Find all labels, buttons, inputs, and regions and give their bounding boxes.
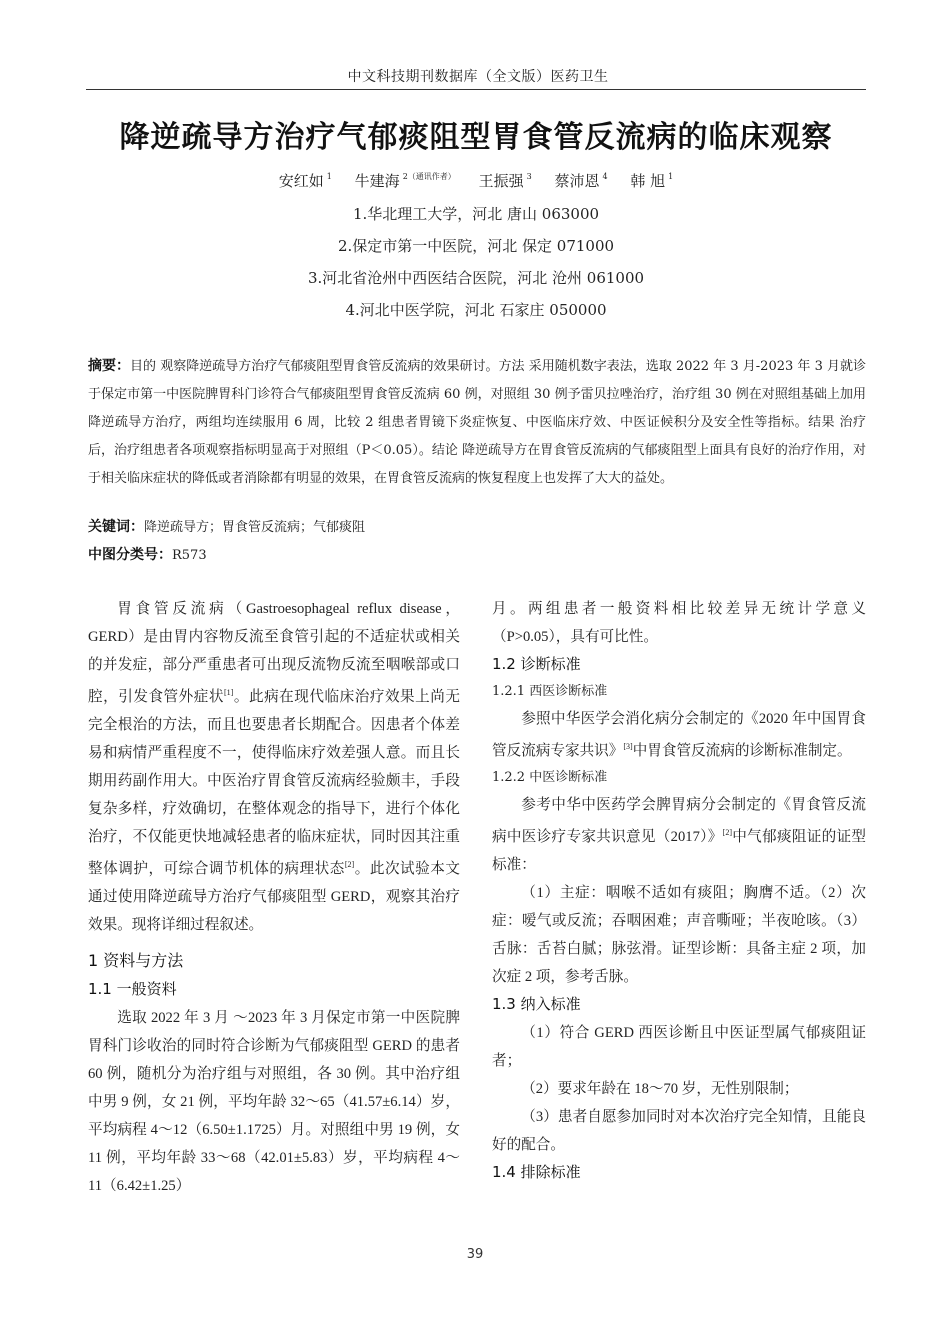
western-criteria-paragraph — [492, 705, 866, 765]
author-list — [86, 170, 866, 191]
affiliation: 1.华北理工大学，河北 唐山 063000 — [352, 205, 600, 223]
inclusion-item: （1）符合 GERD 西医诊断且中医证型属气郁痰阻证者； — [492, 1025, 866, 1069]
affiliation: 2.保定市第一中医院，河北 保定 071000 — [337, 237, 615, 255]
citation: [3] — [623, 742, 633, 751]
inclusion-item: （3）患者自愿参加同时对本次治疗完全知情，且能良好的配合。 — [492, 1109, 866, 1153]
section-heading: 1 资料与方法 — [88, 951, 184, 970]
body-column-left — [88, 595, 460, 1200]
subsection-heading: 1.3 纳入标准 — [492, 995, 581, 1013]
author-affiliation-mark: 1 — [668, 172, 674, 181]
subsection-heading: 1.2 诊断标准 — [492, 655, 581, 673]
author — [355, 172, 456, 190]
inclusion-item: （2）要求年龄在 18～70 岁，无性别限制； — [521, 1081, 799, 1097]
keywords-label: 关键词： — [88, 519, 144, 535]
author-affiliation-mark: 4 — [602, 172, 608, 181]
author — [479, 172, 532, 190]
author-name: 蔡沛恩 — [554, 172, 600, 190]
citation: [2] — [722, 828, 732, 837]
abstract-text: 目的 观察降逆疏导方治疗气郁痰阻型胃食管反流病的效果研讨。方法 采用随机数字表法，选取 2022 年 3 月-2023 年 3 月就诊于保定市第一中医院脾胃科门诊符合气郁痰阻型胃食管反流病 60 例，对照组 30 例予雷贝拉唑治疗，治疗组 30 例在对照组基础上加用降逆疏导方治疗，两组均连续服用 6 周，比较 2 组患者胃镜下炎症恢复、中医临床疗效、中医证候积分及安全性等指标。结果 治疗后，治疗组患者各项观察指标明显高于对照组（P＜0.05）。结论 降逆疏导方在胃食管反流病的气郁痰阻型上面具有良好的治疗作用，对于相关临床症状的降低或者消除都有明显的效果，在胃食管反流病的恢复程度上也发挥了大大的益处。 — [88, 359, 867, 486]
author-affiliation-mark: 3 — [526, 172, 532, 181]
paper-title: 降逆疏导方治疗气郁痰阻型胃食管反流病的临床观察 — [119, 120, 833, 155]
author — [554, 172, 607, 190]
criteria-text: 中胃食管反流病的诊断标准制定。 — [632, 743, 852, 759]
intro-paragraph — [88, 595, 460, 939]
author — [630, 172, 673, 190]
page-number: 39 — [466, 1247, 484, 1262]
clc-text: R573 — [172, 548, 207, 563]
author-name: 牛建海 — [354, 172, 400, 190]
tcm-symptoms-paragraph: （1）主症：咽喉不适如有痰阻；胸膺不适。（2）次症：嗳气或反流；吞咽困难；声音嘶哑；半夜呛咳。（3）舌脉：舌苔白腻；脉弦滑。证型诊断：具备主症 2 项，加次症 2 项，参考舌脉。 — [492, 885, 866, 985]
intro-text: 。此次试验本文通过使用降逆疏导方治疗气郁痰阻型 GERD，观察其治疗效果。现将详细过程叙述。 — [88, 861, 460, 933]
subsection-heading: 1.4 排除标准 — [492, 1163, 581, 1181]
intro-text: 。此病在现代临床治疗效果上尚无完全根治的方法，而且也要患者长期配合。因患者个体差易和病情严重程度不一，使得临床疗效差强人意。而且长期用药副作用大。中医治疗胃食管反流病经验颇丰，手段复杂多样，疗效确切，在整体观念的指导下，进行个体化治疗，不仅能更快地减轻患者的临床症状，同时因其注重整体调护，可综合调节机体的病理状态 — [88, 689, 460, 877]
affiliation: 3.河北省沧州中西医结合医院，河北 沧州 061000 — [307, 269, 645, 287]
author-affiliation-mark: 1 — [326, 172, 332, 181]
abstract-label: 摘要： — [88, 358, 131, 374]
criteria-text: 参照中华医学会消化病分会制定的《2020 年中国胃食管反流病专家共识》 — [492, 711, 866, 759]
subsection-heading: 1.1 一般资料 — [88, 980, 177, 998]
affiliation: 4.河北中医学院，河北 石家庄 050000 — [345, 301, 607, 319]
author-name: 安红如 — [278, 172, 324, 190]
affiliation-list — [86, 201, 866, 329]
author-name: 王振强 — [478, 172, 524, 190]
citation: [2] — [344, 860, 355, 869]
keywords-text: 降逆疏导方；胃食管反流病；气郁痰阻 — [144, 520, 366, 535]
classification-number — [88, 541, 866, 570]
criteria-text: 中气郁痰阻证的证型标准： — [492, 829, 866, 873]
clc-label: 中图分类号： — [88, 547, 172, 563]
criteria-text: 参考中华中医药学会脾胃病分会制定的《胃食管反流病中医诊疗专家共识意见（2017）》 — [492, 797, 866, 845]
body-column-right — [492, 595, 866, 1187]
sub-subsection-heading: 1.2.1 西医诊断标准 — [492, 684, 608, 699]
journal-header: 中文科技期刊数据库（全文版）医药卫生 — [347, 69, 609, 85]
author-affiliation-mark: 2（通讯作者） — [402, 172, 456, 181]
citation: [1] — [224, 688, 234, 697]
tcm-criteria-paragraph — [492, 791, 866, 879]
abstract — [88, 352, 866, 493]
general-data-paragraph: 选取 2022 年 3 月 ～2023 年 3 月保定市第一中医院脾胃科门诊收治的同时符合诊断为气郁痰阻型 GERD 的患者 60 例，随机分为治疗组与对照组，各 30 例。其中治疗组中男 9 例，女 21 例，平均年龄 32～65（41.57±6.14）岁，平均病程 4～12（6.50±1.1725）月。对照组中男 19 例，女 11 例，平均年龄 33～68（42.01±5.83）岁，平均病程 4～11（6.42±1.25） — [88, 1010, 460, 1194]
sub-subsection-heading: 1.2.2 中医诊断标准 — [492, 770, 608, 785]
intro-text: 胃食管反流病（Gastroesophageal reflux disease，GERD）是由胃内容物反流至食管引起的不适症状或相关的并发症，部分严重患者可出现反流物反流至咽喉部或口腔，引发食管外症状 — [88, 601, 460, 705]
author-name: 韩 旭 — [630, 172, 666, 190]
keywords — [88, 513, 866, 542]
continued-paragraph: 月。两组患者一般资料相比较差异无统计学意义（P>0.05），具有可比性。 — [492, 601, 866, 645]
author — [279, 172, 332, 190]
header-rule — [86, 89, 866, 90]
